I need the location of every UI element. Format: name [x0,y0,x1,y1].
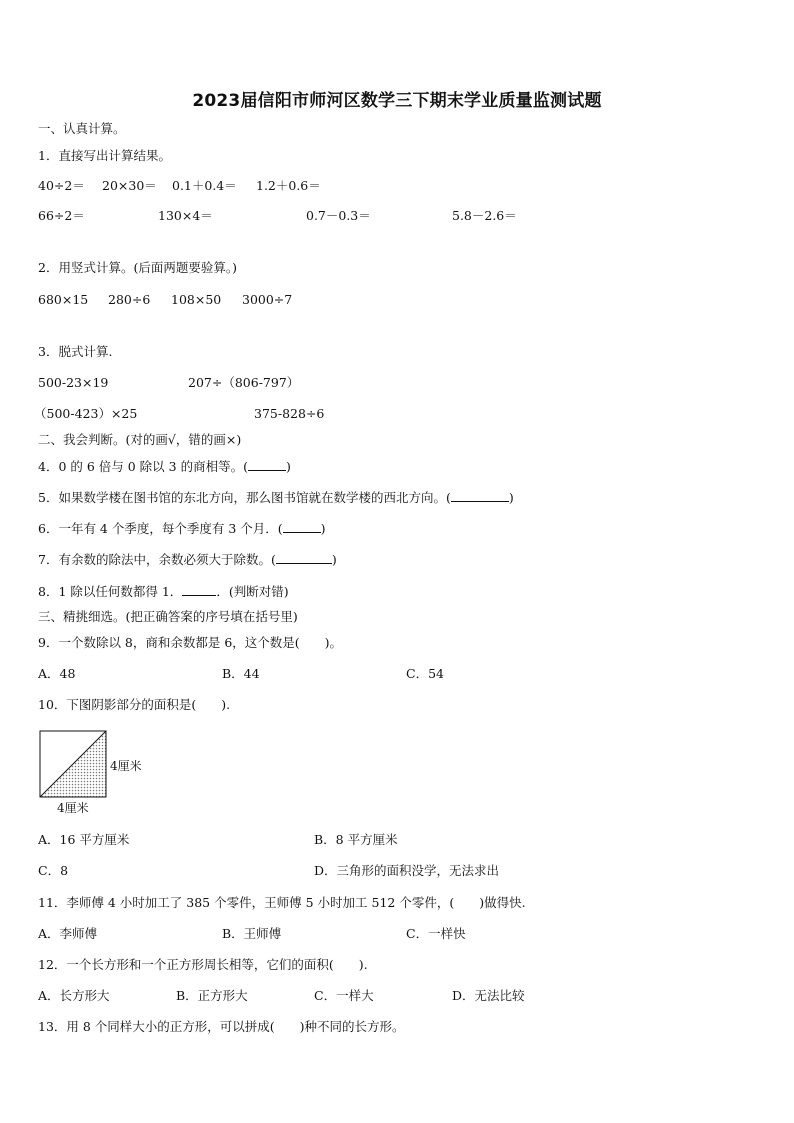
q11-option-a[interactable]: A．李师傅 [38,926,98,941]
section-1-heading: 一、认真计算。 [38,121,126,136]
q1-item-3: 0.1＋0.4＝ [172,178,237,193]
question-12-text: 12．一个长方形和一个正方形周长相等，它们的面积( ). [38,957,368,972]
q10-option-a[interactable]: A．16 平方厘米 [38,832,130,847]
q3-item-3: （500-423）×25 [34,406,138,421]
question-11-text: 11．李师傅 4 小时加工了 385 个零件，王师傅 5 小时加工 512 个零件，( )做得快. [38,895,526,910]
question-9-text: 9．一个数除以 8，商和余数都是 6，这个数是( )。 [38,635,343,650]
q10-option-c[interactable]: C．8 [38,863,69,878]
q12-option-d[interactable]: D．无法比较 [452,988,525,1003]
q1-item-2: 20×30＝ [102,178,157,193]
q2-item-1: 680×15 [38,292,89,307]
question-5-close: ) [508,490,514,505]
q2-item-3: 108×50 [171,292,222,307]
q1-item-6: 130×4＝ [158,208,213,223]
question-7-text: 7．有余数的除法中，余数必须大于除数。( [38,552,276,567]
question-13-text: 13．用 8 个同样大小的正方形，可以拼成( )种不同的长方形。 [38,1019,405,1034]
question-8 [38,583,289,600]
q9-option-a[interactable]: A．48 [38,666,76,681]
question-8-close: ．(判断对错) [216,584,289,599]
q2-item-2: 280÷6 [108,292,151,307]
question-4-text: 4．0 的 6 倍与 0 除以 3 的商相等。( [38,459,248,474]
question-10-text: 10．下图阴影部分的面积是( ). [38,697,231,712]
side-length-label: 4厘米 [110,759,142,773]
question-6-text: 6．一年有 4 个季度，每个季度有 3 个月．( [38,521,283,536]
q11-option-c[interactable]: C．一样快 [406,926,466,941]
q12-option-c[interactable]: C．一样大 [314,988,374,1003]
question-5-text: 5．如果数学楼在图书馆的东北方向，那么图书馆就在数学楼的西北方向。( [38,490,451,505]
question-7 [38,551,337,568]
answer-blank[interactable] [451,489,509,502]
q1-item-4: 1.2＋0.6＝ [256,178,321,193]
q9-option-b[interactable]: B．44 [222,666,260,681]
q10-option-b[interactable]: B．8 平方厘米 [314,832,398,847]
section-3-heading: 三、精挑细选。(把正确答案的序号填在括号里) [38,609,298,624]
q1-item-8: 5.8－2.6＝ [452,208,517,223]
question-7-close: ) [331,552,337,567]
q1-item-7: 0.7－0.3＝ [306,208,371,223]
q3-item-2: 207÷（806-797） [188,375,300,390]
q2-item-4: 3000÷7 [242,292,293,307]
answer-blank[interactable] [283,520,321,533]
q3-item-1: 500-23×19 [38,375,109,390]
question-2-label: 2．用竖式计算。(后面两题要验算。) [38,260,237,275]
q10-option-d[interactable]: D．三角形的面积没学，无法求出 [314,863,500,878]
q1-item-5: 66÷2＝ [38,208,85,223]
question-8-text: 8．1 除以任何数都得 1． [38,584,183,599]
answer-blank[interactable] [182,583,216,596]
q12-option-a[interactable]: A．长方形大 [38,988,110,1003]
page-title: 2023届信阳市师河区数学三下期末学业质量监测试题 [192,91,602,111]
q3-item-4: 375-828÷6 [254,406,325,421]
question-4-close: ) [285,459,291,474]
question-6 [38,520,326,537]
question-4 [38,458,291,475]
question-5 [38,489,514,506]
q12-option-b[interactable]: B．正方形大 [176,988,248,1003]
question-1-label: 1．直接写出计算结果。 [38,148,171,163]
question-6-close: ) [320,521,326,536]
q11-option-b[interactable]: B．王师傅 [222,926,282,941]
answer-blank[interactable] [276,551,332,564]
shaded-square-figure [38,729,168,819]
q9-option-c[interactable]: C．54 [406,666,444,681]
answer-blank[interactable] [248,458,286,471]
question-3-label: 3．脱式计算. [38,344,113,359]
q1-item-1: 40÷2＝ [38,178,85,193]
bottom-length-label: 4厘米 [57,801,89,815]
section-2-heading: 二、我会判断。(对的画√，错的画×) [38,432,242,447]
